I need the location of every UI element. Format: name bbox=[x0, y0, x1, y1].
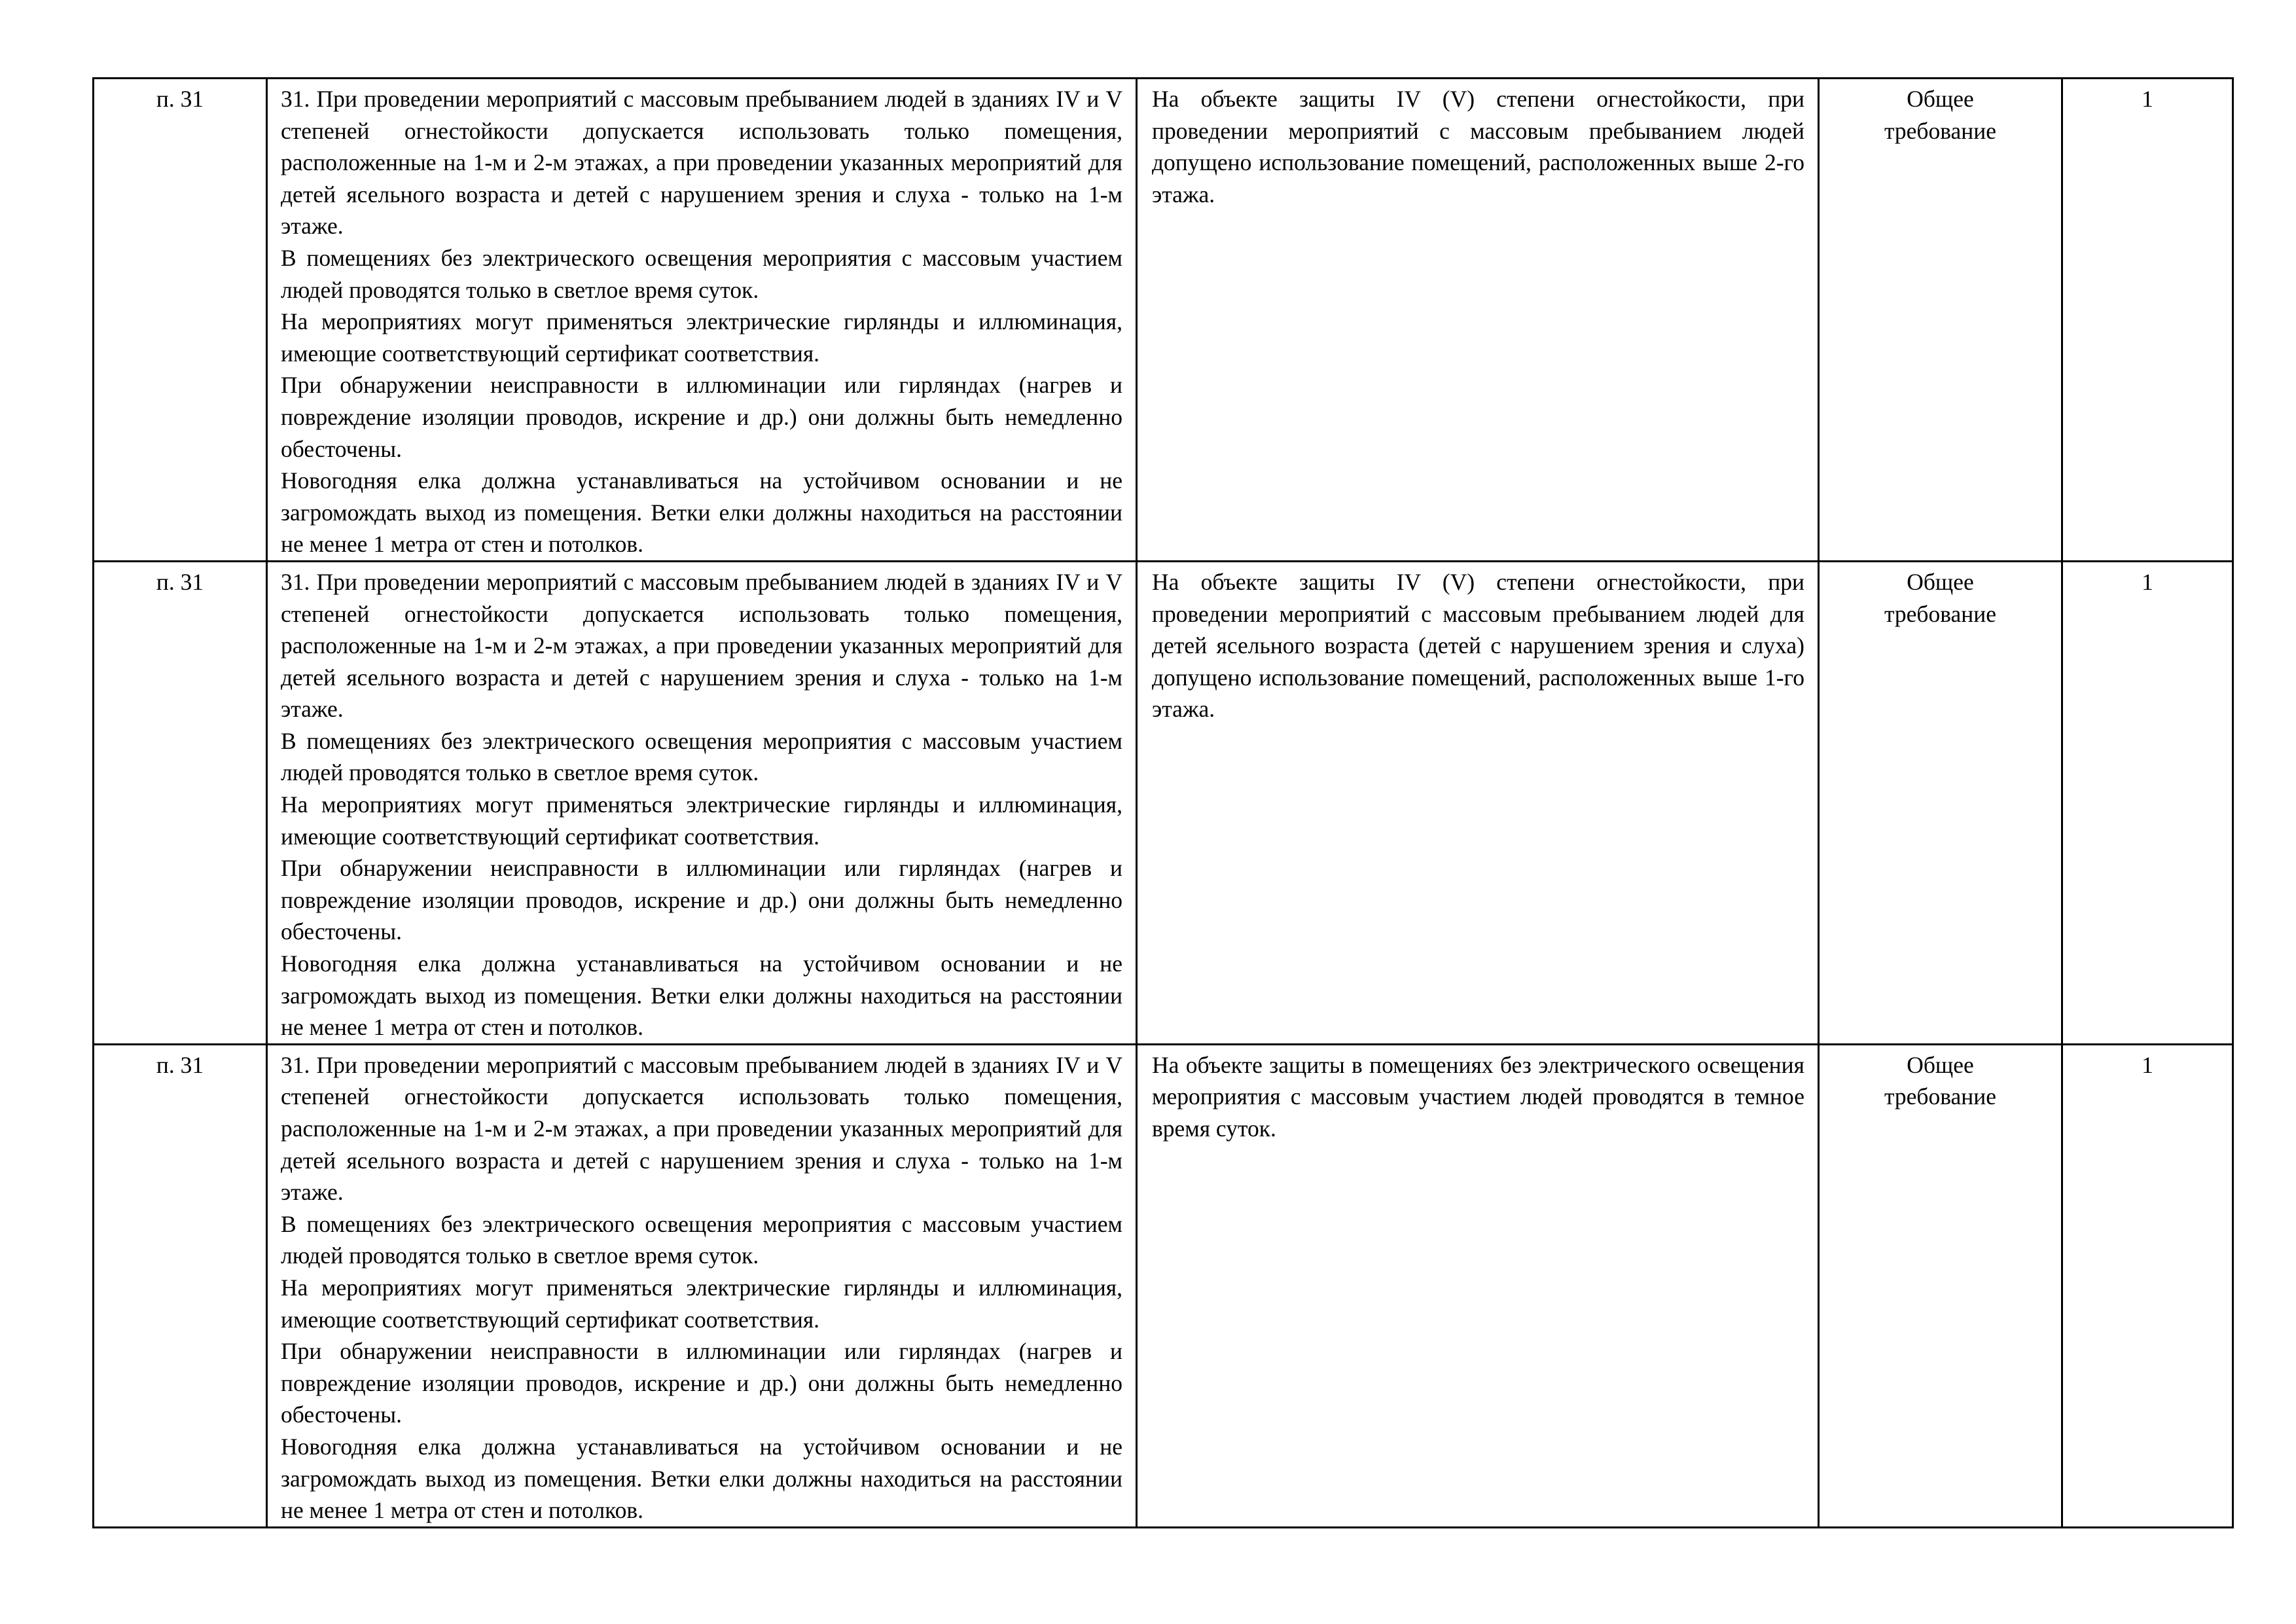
requirements-table bbox=[92, 77, 2234, 1528]
requirement-paragraph: 31. При проведении мероприятий с массовым пребыванием людей в зданиях IV и V степеней огнестойкости допускается использовать только помещения, расположенные на 1-м и 2-м этажах, а при проведении указанных мероприятий для детей ясельного возраста и детей с нарушением зрения и слуха - только на 1-м этаже. bbox=[281, 86, 1122, 240]
row-number: 1 bbox=[2062, 1044, 2233, 1527]
requirement-type bbox=[1819, 79, 2062, 562]
requirement-paragraph: При обнаружении неисправности в иллюминации или гирляндах (нагрев и повреждение изоляции проводов, искрение и др.) они должны быть немедленно обесточены. bbox=[281, 372, 1122, 462]
violation-text: На объекте защиты в помещениях без электрического освещения мероприятия с массовым участием людей проводятся в темное время суток. bbox=[1137, 1044, 1819, 1527]
row-number: 1 bbox=[2062, 79, 2233, 562]
requirement-paragraph: 31. При проведении мероприятий с массовым пребыванием людей в зданиях IV и V степеней огнестойкости допускается использовать только помещения, расположенные на 1-м и 2-м этажах, а при проведении указанных мероприятий для детей ясельного возраста и детей с нарушением зрения и слуха - только на 1-м этаже. bbox=[281, 1051, 1122, 1206]
requirement-type-line1: Общее bbox=[1907, 568, 1974, 595]
table-row bbox=[94, 1044, 2233, 1527]
requirement-text bbox=[267, 561, 1137, 1044]
row-number: 1 bbox=[2062, 561, 2233, 1044]
violation-text: На объекте защиты IV (V) степени огнестойкости, при проведении мероприятий с массовым пребыванием людей допущено использование помещений, расположенных выше 2-го этажа. bbox=[1137, 79, 1819, 562]
rule-reference: п. 31 bbox=[94, 79, 267, 562]
requirement-paragraph: В помещениях без электрического освещения мероприятия с массовым участием людей проводятся только в светлое время суток. bbox=[281, 244, 1122, 303]
table-row bbox=[94, 79, 2233, 562]
requirement-type bbox=[1819, 1044, 2062, 1527]
table-row bbox=[94, 561, 2233, 1044]
requirement-text bbox=[267, 1044, 1137, 1527]
requirement-paragraph: На мероприятиях могут применяться электрические гирлянды и иллюминация, имеющие соответствующий сертификат соответствия. bbox=[281, 791, 1122, 850]
requirement-paragraph: Новогодняя елка должна устанавливаться на устойчивом основании и не загромождать выход из помещения. Ветки елки должны находиться на расстоянии не менее 1 метра от стен и потолков. bbox=[281, 950, 1122, 1041]
requirement-type-line2: требование bbox=[1884, 1083, 1997, 1110]
requirement-text bbox=[267, 79, 1137, 562]
rule-reference: п. 31 bbox=[94, 561, 267, 1044]
requirement-paragraph: При обнаружении неисправности в иллюминации или гирляндах (нагрев и повреждение изоляции проводов, искрение и др.) они должны быть немедленно обесточены. bbox=[281, 1338, 1122, 1428]
requirement-paragraph: В помещениях без электрического освещения мероприятия с массовым участием людей проводятся только в светлое время суток. bbox=[281, 1210, 1122, 1269]
rule-reference: п. 31 bbox=[94, 1044, 267, 1527]
requirement-paragraph: В помещениях без электрического освещения мероприятия с массовым участием людей проводятся только в светлое время суток. bbox=[281, 727, 1122, 786]
requirement-paragraph: При обнаружении неисправности в иллюминации или гирляндах (нагрев и повреждение изоляции проводов, искрение и др.) они должны быть немедленно обесточены. bbox=[281, 855, 1122, 945]
requirement-type-line2: требование bbox=[1884, 600, 1997, 627]
requirement-paragraph: 31. При проведении мероприятий с массовым пребыванием людей в зданиях IV и V степеней огнестойкости допускается использовать только помещения, расположенные на 1-м и 2-м этажах, а при проведении указанных мероприятий для детей ясельного возраста и детей с нарушением зрения и слуха - только на 1-м этаже. bbox=[281, 568, 1122, 723]
requirement-type-line2: требование bbox=[1884, 117, 1997, 144]
requirement-paragraph: На мероприятиях могут применяться электрические гирлянды и иллюминация, имеющие соответствующий сертификат соответствия. bbox=[281, 1274, 1122, 1333]
requirement-type-line1: Общее bbox=[1907, 86, 1974, 112]
requirement-type-line1: Общее bbox=[1907, 1051, 1974, 1078]
requirement-paragraph: На мероприятиях могут применяться электрические гирлянды и иллюминация, имеющие соответствующий сертификат соответствия. bbox=[281, 308, 1122, 367]
requirement-paragraph: Новогодняя елка должна устанавливаться на устойчивом основании и не загромождать выход из помещения. Ветки елки должны находиться на расстоянии не менее 1 метра от стен и потолков. bbox=[281, 467, 1122, 558]
requirement-type bbox=[1819, 561, 2062, 1044]
requirement-paragraph: Новогодняя елка должна устанавливаться на устойчивом основании и не загромождать выход из помещения. Ветки елки должны находиться на расстоянии не менее 1 метра от стен и потолков. bbox=[281, 1433, 1122, 1524]
violation-text: На объекте защиты IV (V) степени огнестойкости, при проведении мероприятий с массовым пребыванием людей для детей ясельного возраста (детей с нарушением зрения и слуха) допущено использование помещений, расположенных выше 1-го этажа. bbox=[1137, 561, 1819, 1044]
